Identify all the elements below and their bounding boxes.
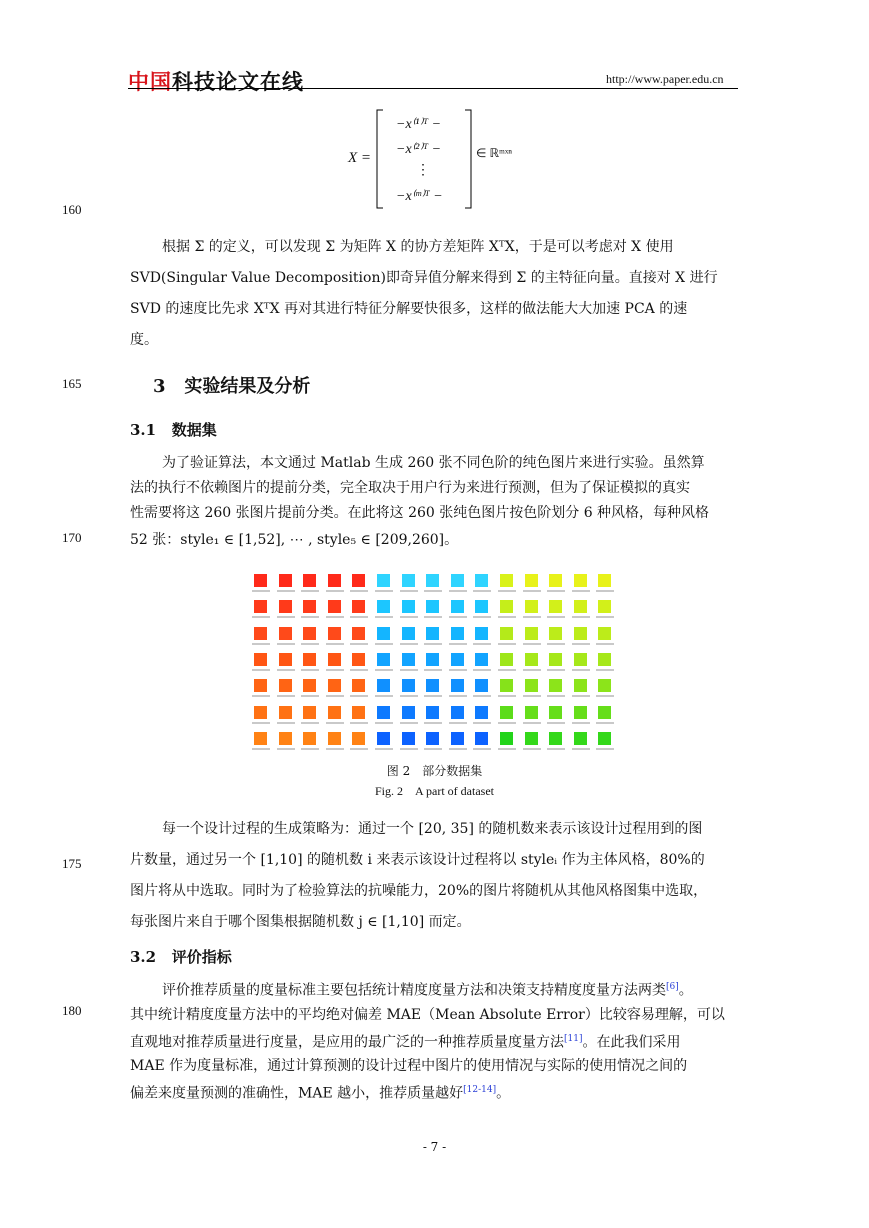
swatch-filename-label <box>350 748 368 750</box>
color-swatch <box>352 600 365 613</box>
para2-line2: 法的执行不依赖图片的提前分类，完全取决于用户行为来进行预测，但为了保证模拟的真实 <box>130 480 690 496</box>
color-swatch <box>451 653 464 666</box>
para4-line2: 其中统计精度度量方法中的平均绝对偏差 MAE（Mean Absolute Error）比较容易理解，可以 <box>130 1006 725 1023</box>
swatch-filename-label <box>252 616 270 618</box>
header-url[interactable]: http://www.paper.edu.cn <box>606 72 724 86</box>
swatch-filename-label <box>400 669 418 671</box>
citation-12-14[interactable]: [12-14] <box>463 1085 497 1096</box>
swatch-filename-label <box>252 669 270 671</box>
color-swatch <box>328 574 341 587</box>
swatch-filename-label <box>252 748 270 750</box>
line-number-170: 170 <box>62 530 82 545</box>
para4-line5: 偏差来度量预测的准确性，MAE 越小，推荐质量越好[12-14]。 <box>130 1085 511 1102</box>
matrix-row-vdots: ⋮ <box>416 163 430 178</box>
color-swatch <box>254 679 267 692</box>
swatch-filename-label <box>596 643 614 645</box>
swatch-filename-label <box>375 590 393 592</box>
equation-lhs: X = <box>348 150 372 166</box>
color-swatch <box>549 732 562 745</box>
swatch-filename-label <box>498 722 516 724</box>
color-swatch <box>574 574 587 587</box>
color-swatch <box>402 574 415 587</box>
color-swatch <box>500 706 513 719</box>
swatch-filename-label <box>326 590 344 592</box>
figure-caption-cn: 图 2 部分数据集 <box>386 764 483 778</box>
color-swatch <box>328 679 341 692</box>
subsection-number: 3.1 <box>130 421 157 439</box>
swatch-filename-label <box>498 616 516 618</box>
subsection-title: 数据集 <box>171 421 217 439</box>
swatch-filename-label <box>424 722 442 724</box>
color-swatch <box>574 653 587 666</box>
color-swatch <box>279 706 292 719</box>
color-swatch <box>402 679 415 692</box>
swatch-filename-label <box>326 722 344 724</box>
swatch-filename-label <box>424 643 442 645</box>
para2-line3: 性需要将这 260 张图片提前分类。在此将这 260 张纯色图片按色阶划分 6 种风格，每种风格 <box>130 505 710 521</box>
paragraph-svd <box>130 236 740 351</box>
color-swatch <box>475 679 488 692</box>
color-swatch <box>574 679 587 692</box>
color-swatch <box>426 679 439 692</box>
color-swatch <box>574 627 587 640</box>
swatch-filename-label <box>547 616 565 618</box>
color-swatch <box>402 627 415 640</box>
color-swatch <box>377 706 390 719</box>
swatch-filename-label <box>326 643 344 645</box>
swatch-filename-label <box>301 590 319 592</box>
color-swatch <box>549 574 562 587</box>
color-swatch <box>525 679 538 692</box>
section-number: 3 <box>153 376 166 397</box>
swatch-filename-label <box>572 590 590 592</box>
swatch-filename-label <box>301 616 319 618</box>
swatch-filename-label <box>326 616 344 618</box>
swatch-filename-label <box>449 669 467 671</box>
color-swatch <box>500 653 513 666</box>
color-swatch <box>377 574 390 587</box>
subsection-number: 3.2 <box>130 948 157 966</box>
color-swatch <box>549 600 562 613</box>
subsection-heading-3-1 <box>130 419 217 440</box>
swatch-filename-label <box>498 669 516 671</box>
color-swatch <box>279 679 292 692</box>
swatch-filename-label <box>473 643 491 645</box>
swatch-filename-label <box>547 590 565 592</box>
header-rule <box>128 88 738 89</box>
para4-line1: 评价推荐质量的度量标准主要包括统计精度度量方法和决策支持精度度量方法两类[6]。 <box>162 982 693 999</box>
color-swatch <box>525 600 538 613</box>
color-swatch <box>352 627 365 640</box>
para1-line1: 根据 Σ 的定义，可以发现 Σ 为矩阵 X 的协方差矩阵 XᵀX，于是可以考虑对 X 使用 <box>162 239 674 255</box>
color-swatch <box>500 574 513 587</box>
swatch-filename-label <box>350 669 368 671</box>
color-swatch <box>377 679 390 692</box>
color-swatch <box>279 627 292 640</box>
swatch-filename-label <box>375 722 393 724</box>
color-swatch <box>475 653 488 666</box>
swatch-filename-label <box>449 748 467 750</box>
swatch-filename-label <box>449 616 467 618</box>
section-title: 实验结果及分析 <box>184 376 311 397</box>
color-swatch <box>426 706 439 719</box>
equation-rhs: ∈ ℝᵐˣⁿ <box>476 146 513 160</box>
color-swatch <box>303 627 316 640</box>
swatch-filename-label <box>252 590 270 592</box>
color-swatch <box>525 653 538 666</box>
color-swatch <box>574 732 587 745</box>
swatch-filename-label <box>523 590 541 592</box>
swatch-filename-label <box>596 669 614 671</box>
subsection-heading-3-2 <box>130 946 232 967</box>
color-swatch <box>352 732 365 745</box>
color-swatch <box>426 732 439 745</box>
color-swatch <box>402 732 415 745</box>
swatch-filename-label <box>449 643 467 645</box>
para4-line3: 直观地对推荐质量进行度量，是应用的最广泛的一种推荐质量度量方法[11]。在此我们采用 <box>130 1033 681 1051</box>
swatch-filename-label <box>572 748 590 750</box>
color-swatch <box>426 574 439 587</box>
color-swatch <box>328 706 341 719</box>
line-number-165: 165 <box>62 376 82 391</box>
swatch-filename-label <box>277 669 295 671</box>
para2-line4: 52 张：style₁ ∈ [1,52], ⋯ , style₅ ∈ [209,260]。 <box>130 532 459 548</box>
color-swatch <box>426 627 439 640</box>
section-heading-3 <box>153 372 310 398</box>
color-swatch <box>402 706 415 719</box>
color-swatch <box>574 706 587 719</box>
color-swatch <box>525 627 538 640</box>
color-swatch <box>598 653 611 666</box>
swatch-filename-label <box>400 722 418 724</box>
swatch-filename-label <box>326 669 344 671</box>
swatch-filename-label <box>301 669 319 671</box>
swatch-filename-label <box>449 695 467 697</box>
color-swatch <box>303 679 316 692</box>
color-swatch <box>352 574 365 587</box>
swatch-filename-label <box>400 643 418 645</box>
color-swatch <box>377 600 390 613</box>
color-swatch <box>549 627 562 640</box>
color-swatch <box>598 706 611 719</box>
swatch-filename-label <box>596 590 614 592</box>
swatch-filename-label <box>572 616 590 618</box>
swatch-filename-label <box>424 695 442 697</box>
color-swatch <box>352 653 365 666</box>
color-swatch <box>328 653 341 666</box>
swatch-filename-label <box>547 748 565 750</box>
swatch-filename-label <box>350 616 368 618</box>
swatch-filename-label <box>277 590 295 592</box>
swatch-filename-label <box>523 722 541 724</box>
color-swatch <box>254 574 267 587</box>
color-swatch <box>402 600 415 613</box>
para1-line3: SVD 的速度比先求 XᵀX 再对其进行特征分解要快很多，这样的做法能大大加速 PCA 的速 <box>130 301 688 317</box>
swatch-filename-label <box>572 669 590 671</box>
swatch-filename-label <box>400 695 418 697</box>
swatch-filename-label <box>523 616 541 618</box>
matrix-row-2: −x⁽²⁾ᵀ − <box>396 142 442 157</box>
swatch-filename-label <box>596 616 614 618</box>
color-swatch <box>451 706 464 719</box>
color-swatch <box>598 679 611 692</box>
color-swatch <box>254 627 267 640</box>
swatch-filename-label <box>596 722 614 724</box>
color-swatch <box>451 679 464 692</box>
citation-11[interactable]: [11] <box>564 1033 583 1044</box>
color-swatch <box>451 600 464 613</box>
color-swatch <box>475 600 488 613</box>
color-swatch <box>377 732 390 745</box>
swatch-filename-label <box>350 590 368 592</box>
paragraph-generation-strategy <box>130 818 740 933</box>
color-swatch <box>328 600 341 613</box>
journal-logo: 中国科技论文在线 <box>128 70 304 94</box>
line-number-160: 160 <box>62 202 82 217</box>
swatch-filename-label <box>277 695 295 697</box>
swatch-filename-label <box>473 590 491 592</box>
swatch-filename-label <box>277 722 295 724</box>
color-swatch <box>377 653 390 666</box>
color-swatch <box>426 653 439 666</box>
swatch-filename-label <box>277 616 295 618</box>
color-swatch <box>475 574 488 587</box>
line-number-175: 175 <box>62 856 82 871</box>
color-swatch <box>475 732 488 745</box>
color-swatch <box>598 600 611 613</box>
swatch-filename-label <box>252 695 270 697</box>
para3-line4: 每张图片来自于哪个图集根据随机数 j ∈ [1,10] 而定。 <box>130 914 471 930</box>
swatch-filename-label <box>400 748 418 750</box>
swatch-filename-label <box>547 695 565 697</box>
matrix-row-m: −x⁽ᵐ⁾ᵀ − <box>396 189 443 204</box>
swatch-filename-label <box>473 748 491 750</box>
swatch-filename-label <box>473 669 491 671</box>
figure-caption-en: Fig. 2 A part of dataset <box>375 784 494 798</box>
swatch-filename-label <box>596 695 614 697</box>
swatch-filename-label <box>301 643 319 645</box>
color-swatch <box>328 627 341 640</box>
swatch-filename-label <box>572 695 590 697</box>
color-swatch <box>549 679 562 692</box>
color-swatch <box>475 627 488 640</box>
swatch-filename-label <box>523 643 541 645</box>
swatch-filename-label <box>301 748 319 750</box>
swatch-filename-label <box>449 590 467 592</box>
swatch-filename-label <box>252 643 270 645</box>
color-swatch <box>303 706 316 719</box>
swatch-filename-label <box>523 669 541 671</box>
color-swatch <box>525 706 538 719</box>
swatch-filename-label <box>252 722 270 724</box>
swatch-filename-label <box>400 616 418 618</box>
color-swatch <box>352 706 365 719</box>
swatch-filename-label <box>498 643 516 645</box>
color-swatch <box>549 706 562 719</box>
swatch-filename-label <box>547 643 565 645</box>
color-swatch <box>500 679 513 692</box>
matrix-row-1: −x⁽¹⁾ᵀ − <box>396 117 442 132</box>
color-swatch <box>352 679 365 692</box>
swatch-filename-label <box>424 616 442 618</box>
swatch-filename-label <box>350 722 368 724</box>
swatch-filename-label <box>277 643 295 645</box>
color-swatch <box>279 732 292 745</box>
swatch-filename-label <box>400 590 418 592</box>
swatch-filename-label <box>424 669 442 671</box>
color-swatch <box>254 706 267 719</box>
swatch-filename-label <box>547 669 565 671</box>
color-swatch <box>377 627 390 640</box>
swatch-filename-label <box>572 722 590 724</box>
color-swatch <box>303 574 316 587</box>
swatch-filename-label <box>301 722 319 724</box>
swatch-filename-label <box>375 695 393 697</box>
swatch-filename-label <box>424 748 442 750</box>
swatch-filename-label <box>473 695 491 697</box>
color-swatch <box>475 706 488 719</box>
swatch-filename-label <box>449 722 467 724</box>
color-swatch <box>328 732 341 745</box>
swatch-filename-label <box>498 748 516 750</box>
color-swatch <box>279 653 292 666</box>
swatch-filename-label <box>375 669 393 671</box>
para3-line3: 图片将从中选取。同时为了检验算法的抗噪能力，20%的图片将随机从其他风格图集中选取， <box>130 883 708 899</box>
para3-line1: 每一个设计过程的生成策略为：通过一个 [20, 35] 的随机数来表示该设计过程用到的图 <box>162 821 703 837</box>
color-swatch <box>402 653 415 666</box>
swatch-filename-label <box>375 643 393 645</box>
line-number-180: 180 <box>62 1003 82 1018</box>
color-swatch <box>598 627 611 640</box>
color-swatch <box>525 732 538 745</box>
swatch-filename-label <box>473 722 491 724</box>
color-swatch <box>254 732 267 745</box>
color-swatch <box>549 653 562 666</box>
color-swatch <box>254 653 267 666</box>
swatch-filename-label <box>498 695 516 697</box>
swatch-filename-label <box>350 643 368 645</box>
paragraph-evaluation <box>130 976 740 1105</box>
swatch-filename-label <box>277 748 295 750</box>
color-swatch <box>500 600 513 613</box>
swatch-filename-label <box>596 748 614 750</box>
color-swatch <box>303 653 316 666</box>
page-number: - 7 - <box>422 1140 447 1154</box>
swatch-filename-label <box>523 748 541 750</box>
swatch-filename-label <box>301 695 319 697</box>
swatch-filename-label <box>424 590 442 592</box>
color-swatch <box>500 627 513 640</box>
color-swatch <box>574 600 587 613</box>
color-swatch <box>500 732 513 745</box>
citation-6[interactable]: [6] <box>666 982 679 992</box>
color-swatch <box>303 600 316 613</box>
para4-line4: MAE 作为度量标准，通过计算预测的设计过程中图片的使用情况与实际的使用情况之间的 <box>130 1058 688 1075</box>
swatch-filename-label <box>375 748 393 750</box>
swatch-filename-label <box>375 616 393 618</box>
swatch-filename-label <box>473 616 491 618</box>
color-swatch <box>279 600 292 613</box>
swatch-filename-label <box>326 748 344 750</box>
color-swatch <box>279 574 292 587</box>
para1-line4: 度。 <box>130 332 158 348</box>
color-swatch <box>525 574 538 587</box>
para2-line1: 为了验证算法，本文通过 Matlab 生成 260 张不同色阶的纯色图片来进行实验。虽然算 <box>162 455 705 471</box>
swatch-filename-label <box>350 695 368 697</box>
color-swatch <box>598 574 611 587</box>
color-swatch <box>254 600 267 613</box>
color-swatch <box>598 732 611 745</box>
swatch-filename-label <box>523 695 541 697</box>
paragraph-dataset <box>130 452 740 551</box>
para3-line2: 片数量，通过另一个 [1,10] 的随机数 i 来表示该设计过程将以 styleᵢ 作为主体风格，80%的 <box>130 852 705 868</box>
subsection-title: 评价指标 <box>171 948 232 966</box>
color-swatch <box>426 600 439 613</box>
swatch-filename-label <box>547 722 565 724</box>
color-swatch <box>451 627 464 640</box>
color-swatch <box>451 732 464 745</box>
swatch-filename-label <box>326 695 344 697</box>
swatch-filename-label <box>572 643 590 645</box>
color-swatch <box>303 732 316 745</box>
swatch-filename-label <box>498 590 516 592</box>
color-swatch <box>451 574 464 587</box>
para1-line2: SVD(Singular Value Decomposition)即奇异值分解来得到 Σ 的主特征向量。直接对 X 进行 <box>130 270 718 286</box>
